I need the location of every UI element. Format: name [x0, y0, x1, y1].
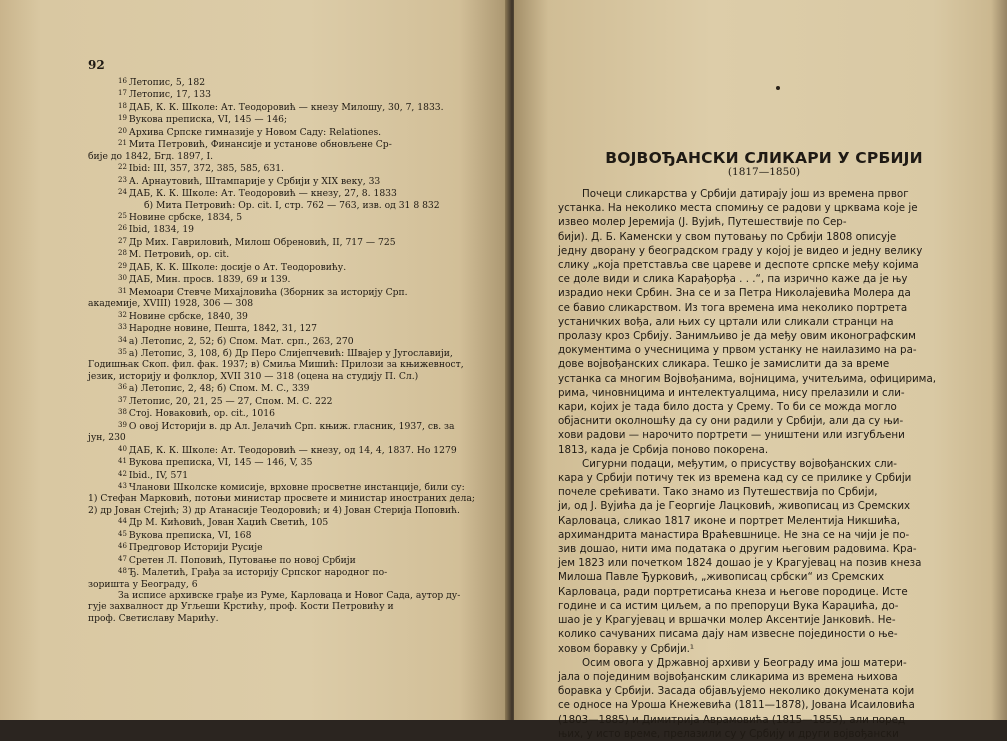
footnote-line — [88, 162, 460, 174]
footnote-line — [88, 566, 460, 578]
body-line: колико сачуваних писама дају нам извесне појединости о ње- — [558, 628, 898, 641]
footnote-text: Предговор Историји Русије — [128, 542, 263, 554]
footnote-number: 39 — [118, 420, 127, 429]
footnote-number: 22 — [118, 163, 127, 172]
body-line: њих, у исто време, прелазили су у Србију и други војвођански — [558, 727, 899, 740]
footnote-line — [88, 359, 464, 371]
footnote-line — [88, 395, 460, 407]
body-line: бији). Д. Б. Каменски у свом путовању по Србији 1808 описује — [558, 230, 897, 243]
body-line: једну дворану у београдском граду у којој је видео и једну велику — [558, 244, 923, 257]
footnote-text: Ibid., IV, 571 — [128, 469, 189, 481]
footnote-line — [88, 469, 460, 481]
footnote-text: О овој Историји в. др Ал. Јелачић Срп. књиж. гласник, 1937, св. за — [128, 420, 455, 432]
body-line: се односе на Уроша Кнежевића (1811—1878), Јована Исаиловића — [558, 699, 915, 712]
body-line: устанка. На неколико места спомињу се радови у црквама које је — [558, 202, 918, 215]
footnote-line — [88, 613, 460, 624]
body-line: документима о учесницима у првом устанку не наилазимо на ра- — [558, 344, 917, 357]
footnote-line — [88, 541, 460, 553]
footnote-number: 44 — [118, 517, 127, 526]
chapter-body — [558, 187, 970, 741]
footnote-number: 43 — [118, 481, 127, 490]
body-line: зив дошао, нити има података о другим његовим радовима. Кра- — [558, 543, 917, 556]
right-page — [514, 0, 1007, 740]
body-line: се доле види и слика Карађорђа . . .“, па изрично каже да је њу — [558, 273, 908, 286]
footnote-text: а) Летопис, 2, 48; б) Спом. М. С., 339 — [128, 383, 310, 395]
footnote-text: академије, XVIII) 1928, 306 — 308 — [88, 298, 254, 310]
body-line: архимандрита манастира Враћевшнице. Не зна се на чији је по- — [558, 528, 910, 541]
body-line: објаснити околношћу да су они радили у Србији, али да су њи- — [558, 415, 904, 428]
footnote-text: гује захвалност др Угљеши Крстићу, проф. Кости Петровићу и — [88, 601, 394, 613]
page-number: 92 — [88, 58, 105, 72]
footnote-text: ДАБ, К. К. Школе: Ат. Теодоровић — кнезу Милошу, 30, 7, 1833. — [128, 101, 444, 113]
body-line: почеле срећивати. Тако знамо из Путешествија по Србији, — [558, 486, 878, 499]
footnote-text: Летопис, 17, 133 — [128, 89, 211, 101]
page-edge-shadow — [991, 0, 1007, 720]
footnote-number: 28 — [118, 249, 127, 258]
footnote-number: 21 — [118, 139, 127, 148]
body-line: дове војвођанских сликара. Тешко је замислити да за време — [558, 358, 890, 371]
footnote-line — [88, 126, 460, 138]
footnote-line — [88, 347, 460, 359]
footnote-number: 42 — [118, 469, 127, 478]
footnote-text: Мита Петровић, Финансије и установе обновљене Ср- — [128, 139, 392, 151]
footnote-text: Мемоари Стевче Михајловића (Зборник за историју Срп. — [128, 286, 408, 298]
footnote-line — [88, 101, 460, 113]
body-line: Карловаца, сликао 1817 иконе и портрет Мелентија Никшића, — [558, 514, 901, 527]
footnote-number: 27 — [118, 236, 127, 245]
footnote-text: ДАБ, К. К. Школе: Ат. Теодоровић — кнезу, од 14, 4, 1837. Но 1279 — [128, 444, 457, 456]
body-line: јала о појединим војвођанским сликарима из времена њихова — [558, 670, 898, 683]
body-line: боравка у Србији. Засада објављујемо неколико докумената који — [558, 685, 915, 698]
footnote-text: проф. Светиславу Марићу. — [88, 612, 219, 624]
footnote-text: Летопис, 20, 21, 25 — 27, Спом. М. С. 222 — [128, 395, 333, 407]
footnote-line — [88, 261, 460, 273]
footnote-line — [88, 516, 460, 528]
footnote-line — [88, 248, 460, 260]
body-line: израдио неки Србин. Зна се и за Петра Николајевића Молера да — [558, 287, 911, 300]
footnote-number: 26 — [118, 224, 127, 233]
footnote-number: 16 — [118, 77, 127, 85]
body-line: хови радови — нарочито портрети — уништени или изгубљени — [558, 429, 905, 442]
footnote-text: Новине србске, 1834, 5 — [128, 211, 243, 223]
footnote-number: 30 — [118, 274, 127, 283]
footnote-number: 24 — [118, 188, 127, 197]
footnote-text: Народне новине, Пешта, 1842, 31, 127 — [128, 323, 317, 335]
footnote-line — [88, 187, 460, 199]
body-line: пролазу кроз Србију. Занимљиво је да међу овим иконографским — [558, 330, 916, 343]
footnote-line — [88, 382, 460, 394]
footnote-text: Сретен Л. Поповић, Путовање по новој Србији — [128, 554, 356, 566]
footnote-number: 35 — [118, 347, 127, 356]
footnote-line — [88, 322, 460, 334]
footnote-number: 20 — [118, 126, 127, 135]
body-line: Сигурни подаци, међутим, о присуству војвођанских сли- — [582, 457, 898, 470]
body-line: јем 1823 или почетком 1824 дошао је у Крагујевац на позив кнеза — [558, 557, 922, 570]
footnote-number: 31 — [118, 286, 127, 295]
footnote-line — [88, 590, 460, 601]
body-line: слику „која претставља све цареве и деспоте српске међу којима — [558, 259, 919, 272]
body-line: (1803—1885) и Димитрија Аврамовића (1815—1855), али поред — [558, 713, 906, 726]
chapter-subtitle: (1817—1850) — [727, 166, 801, 178]
footnote-text: Чланови Школске комисије, врховне просветне инстанције, били су: — [128, 481, 465, 493]
footnote-line — [88, 493, 475, 505]
footnote-line — [88, 286, 460, 298]
body-line: године и са истим циљем, а по препоруци Вука Караџића, до- — [558, 599, 899, 612]
body-line: ховом боравку у Србији.¹ — [558, 642, 695, 655]
footnote-text: Ibid: III, 357, 372, 385, 585, 631. — [128, 163, 284, 175]
footnote-line — [88, 76, 460, 88]
footnote-text: За исписе архивске грађе из Руме, Карловаца и Новог Сада, аутор ду- — [118, 590, 461, 602]
footnote-text: зоришта у Београду, 6 — [88, 578, 198, 590]
footnote-line — [88, 505, 460, 516]
footnote-line — [88, 138, 460, 150]
footnote-text: ДАБ, Мин. просв. 1839, 69 и 139. — [128, 274, 291, 286]
footnote-line — [88, 529, 460, 541]
footnote-number: 40 — [118, 444, 127, 453]
footnote-line — [88, 601, 460, 612]
chapter-title: ВОЈВОЂАНСКИ СЛИКАРИ У СРБИЈИ — [605, 149, 923, 167]
footnote-text: Ђ. Малетић, Грађа за историју Српског народног по- — [128, 567, 388, 579]
body-line: устаничких вођа, али њих су цртали или сликали странци на — [558, 315, 894, 328]
ink-spot — [776, 86, 780, 90]
footnote-line — [88, 579, 460, 590]
footnote-text: М. Петровић, op. cit. — [128, 249, 230, 261]
body-line: ји, од Ј. Вујића да је Георгије Лацковић, живописац из Сремских — [558, 500, 911, 513]
footnote-line — [88, 481, 465, 493]
footnote-text: језик, историју и фолклор, XVII 310 — 318 (оцена на студију П. Сл.) — [88, 370, 419, 382]
footnote-line — [88, 200, 460, 211]
footnote-line — [88, 456, 460, 468]
footnote-line — [88, 273, 460, 285]
body-line: се бавио сликарством. Из тога времена има неколико портрета — [558, 301, 908, 314]
footnote-line — [88, 444, 460, 456]
footnote-number: 36 — [118, 383, 127, 392]
footnote-text: Др М. Кићовић, Јован Хаџић Светић, 105 — [128, 517, 329, 529]
footnote-text: јун, 230 — [88, 432, 126, 444]
footnote-line — [88, 236, 460, 248]
footnotes-list — [88, 76, 475, 624]
body-line: Осим овога у Државној архиви у Београду има још матери- — [582, 656, 907, 669]
footnote-number: 48 — [118, 567, 127, 576]
footnote-number: 38 — [118, 408, 127, 417]
body-line: извео молер Јеремија (Ј. Вујић, Путешествије по Сер- — [558, 216, 847, 229]
footnote-number: 41 — [118, 457, 127, 466]
footnote-text: 1) Стефан Марковић, потоњи министар просвете и министар иностраних дела; — [88, 493, 475, 505]
footnote-text: ДАБ, К. К. Школе: Ат. Теодоровић — кнезу, 27, 8. 1833 — [128, 188, 397, 200]
body-line: 1813, када је Србија поново покорена. — [558, 443, 769, 456]
footnote-text: Ibid, 1834, 19 — [128, 224, 195, 236]
footnote-text: а) Летопис, 3, 108, б) Др Перо Слијепчевић: Швајер у Југославији, — [128, 347, 453, 359]
footnote-line — [88, 223, 460, 235]
body-line: Карловаца, ради портретисања кнеза и његове породице. Исте — [558, 585, 908, 598]
footnote-line — [88, 298, 460, 309]
footnote-text: Годишњак Скоп. фил. фак. 1937; в) Смиља Мишић: Прилози за књижевност, — [88, 359, 464, 371]
footnote-line — [88, 407, 460, 419]
body-line: шао је у Крагујевац и вршачки молер Аксентије Јанковић. Не- — [558, 614, 896, 627]
footnote-text: б) Мита Петровић: Op. cit. I, стр. 762 — 763, изв. од 31 8 832 — [144, 199, 440, 211]
footnote-text: Стој. Новаковић, op. cit., 1016 — [128, 408, 275, 420]
footnote-text: Вукова преписка, VI, 168 — [128, 529, 252, 541]
footnote-number: 29 — [118, 261, 127, 270]
footnote-number: 33 — [118, 323, 127, 332]
footnote-number: 25 — [118, 211, 127, 220]
footnote-text: ДАБ, К. К. Школе: досије о Ат. Теодоровићу. — [128, 261, 347, 273]
body-line: Почеци сликарства у Србији датирају још из времена првог — [582, 188, 909, 200]
footnote-text: Архива Српске гимназије у Новом Саду: Relationes. — [128, 126, 382, 138]
footnote-line — [88, 432, 460, 443]
left-page — [0, 0, 510, 720]
footnote-number: 17 — [118, 89, 127, 98]
footnote-text: Вукова преписка, VI, 145 — 146, V, 35 — [128, 457, 313, 469]
footnote-text: Др Мих. Гавриловић, Милош Обреновић, II, 717 — 725 — [128, 236, 396, 248]
footnote-number: 46 — [118, 542, 127, 551]
footnote-line — [88, 211, 460, 223]
footnote-line — [88, 554, 460, 566]
footnote-text: бије до 1842, Бгд. 1897, I. — [88, 150, 214, 162]
footnote-line — [88, 113, 460, 125]
footnote-text: 2) др Јован Стејић; 3) др Атанасије Теодоровић; и 4) Јован Стерија Поповић. — [88, 504, 460, 516]
body-line: Милоша Павле Ђурковић, „живописац србски“ из Сремских — [558, 571, 885, 584]
footnote-number: 18 — [118, 101, 127, 110]
footnote-text: Вукова преписка, VI, 145 — 146; — [128, 114, 288, 126]
body-line: кара у Србији потичу тек из времена кад су се прилике у Србији — [558, 472, 912, 485]
footnote-number: 47 — [118, 554, 127, 563]
footnote-line — [88, 371, 460, 382]
body-line: кари, којих је тада било доста у Срему. То би се можда могло — [558, 401, 897, 414]
body-line: устанка са многим Војвођанима, војницима, учитељима, официрима, — [558, 372, 937, 385]
footnote-text: Новине србске, 1840, 39 — [128, 310, 248, 322]
footnote-number: 32 — [118, 310, 127, 319]
footnote-line — [88, 175, 460, 187]
footnote-number: 37 — [118, 395, 127, 404]
footnote-number: 45 — [118, 529, 127, 538]
footnote-text: А. Арнаутовић, Штампарије у Србији у XIX веку, 33 — [128, 175, 381, 187]
footnote-line — [88, 335, 460, 347]
footnote-line — [88, 310, 460, 322]
footnote-text: Летопис, 5, 182 — [128, 77, 206, 88]
footnote-number: 19 — [118, 114, 127, 123]
body-line: рима, чиновницима и интелектуалцима, нису прелазили и сли- — [558, 386, 905, 399]
footnote-number: 23 — [118, 175, 127, 184]
footnote-text: а) Летопис, 2, 52; б) Спом. Мат. срп., 263, 270 — [128, 335, 354, 347]
footnote-line — [88, 88, 460, 100]
footnote-number: 34 — [118, 335, 127, 344]
footnote-line — [88, 420, 460, 432]
footnote-line — [88, 151, 460, 162]
